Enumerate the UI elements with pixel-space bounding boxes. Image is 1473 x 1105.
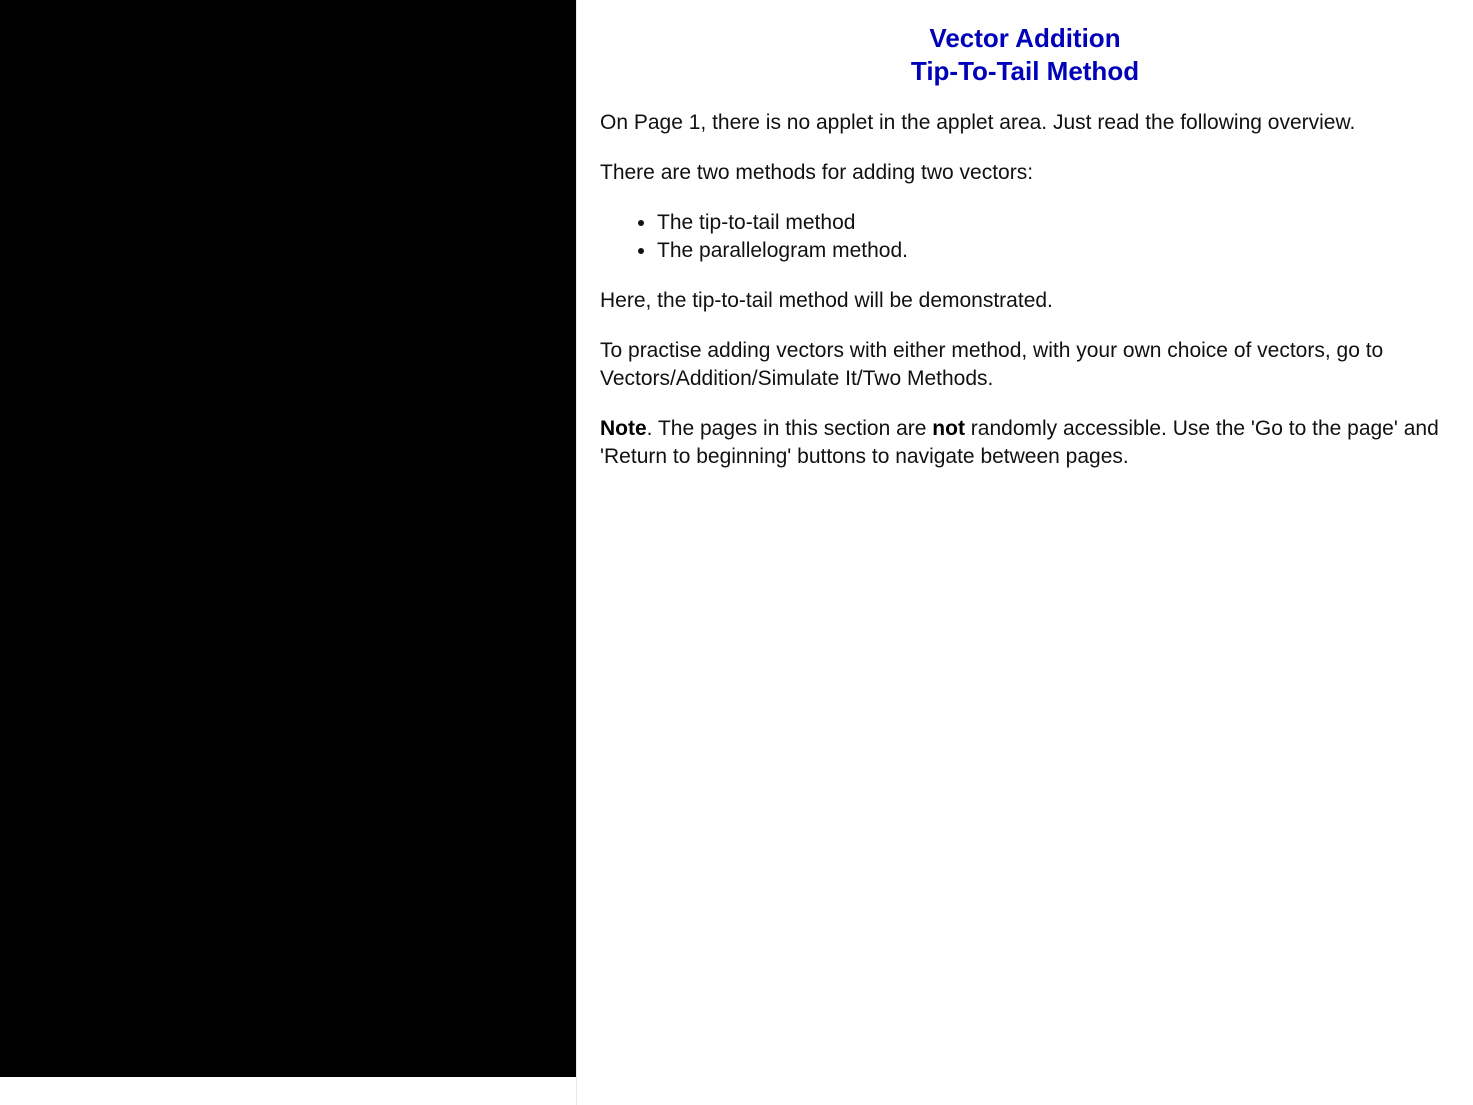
lesson-content	[600, 22, 1450, 493]
panel-divider	[576, 0, 577, 1105]
practise-paragraph: To practise adding vectors with either method, with your own choice of vectors, go to Vectors/Addition/Simulate It/Two Methods.	[600, 339, 1384, 390]
title-line-1: Vector Addition	[929, 23, 1121, 53]
note-text-part2: randomly accessible. Use the 'Go to the page' and 'Return to beginning' buttons to navigate between pages.	[600, 417, 1439, 468]
applet-area	[0, 0, 576, 1077]
methods-lead-paragraph: There are two methods for adding two vectors:	[600, 161, 1034, 184]
note-label: Note	[600, 417, 647, 440]
list-item: • The parallelogram method.	[657, 237, 1450, 265]
title-line-2: Tip-To-Tail Method	[910, 56, 1140, 86]
note-text-part1: . The pages in this section are	[646, 417, 933, 440]
page-title	[600, 22, 1450, 88]
note-emphasis: not	[932, 417, 965, 440]
intro-paragraph: On Page 1, there is no applet in the applet area. Just read the following overview.	[600, 111, 1356, 134]
note-paragraph	[600, 415, 1450, 471]
demo-paragraph: Here, the tip-to-tail method will be demonstrated.	[600, 289, 1053, 312]
methods-list	[600, 209, 1450, 265]
list-item: • The tip-to-tail method	[657, 209, 1450, 237]
